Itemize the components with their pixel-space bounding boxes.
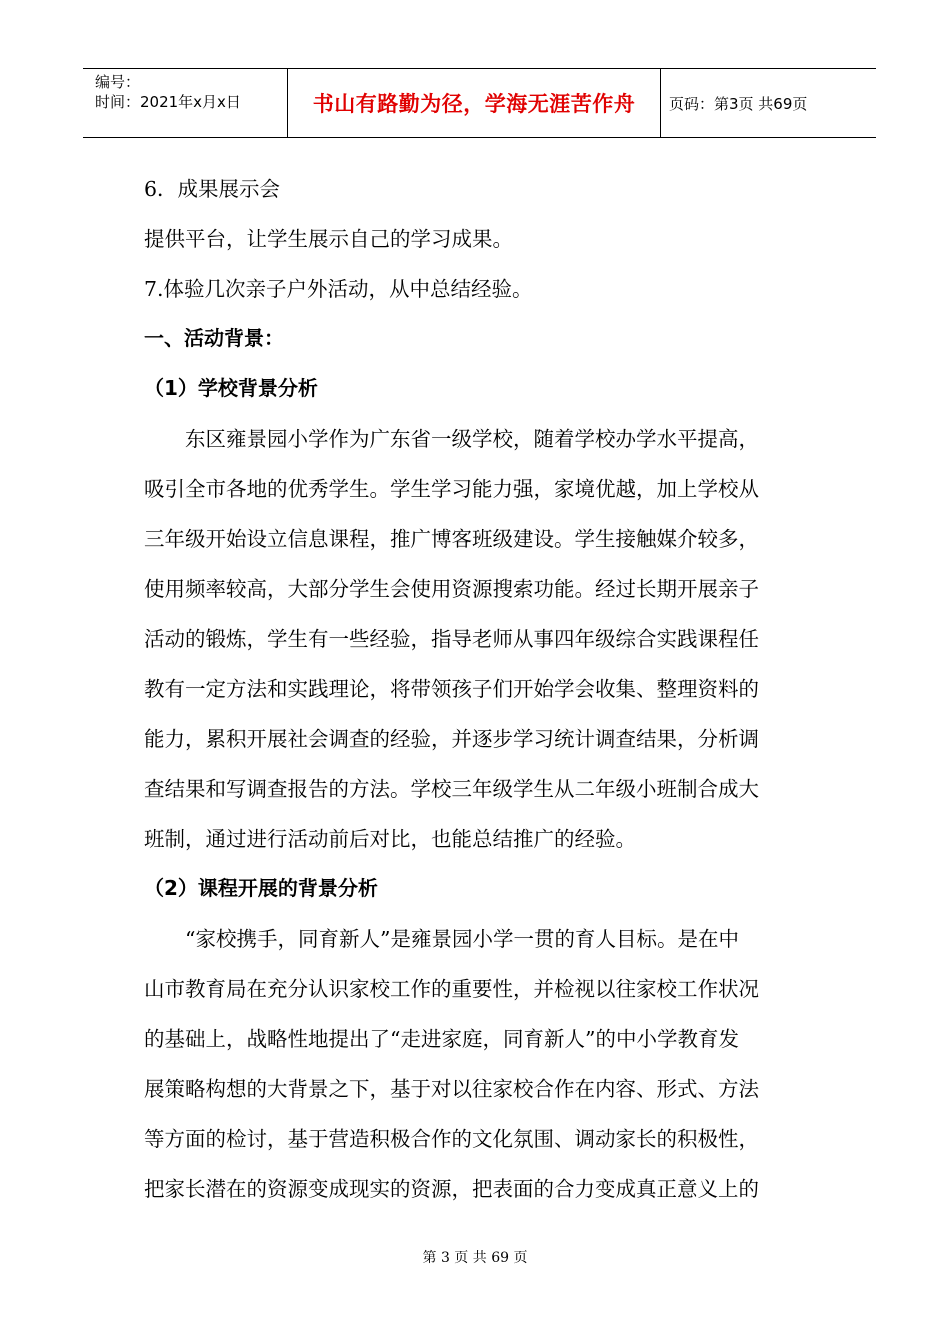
sub1-heading: （1）学校背景分析	[144, 376, 318, 400]
paragraph-line: 吸引全市各地的优秀学生。学生学习能力强，家境优越，加上学校从	[144, 477, 759, 501]
paragraph-line: 东区雍景园小学作为广东省一级学校，随着学校办学水平提高，	[144, 427, 759, 451]
section1-heading: 一、活动背景：	[144, 326, 284, 350]
page-header	[83, 68, 876, 138]
paragraph-line: 的基础上，战略性地提出了“走进家庭，同育新人”的中小学教育发	[144, 1027, 739, 1051]
item6-text: 提供平台，让学生展示自己的学习成果。	[144, 227, 513, 251]
paragraph-line: 把家长潜在的资源变成现实的资源，把表面的合力变成真正意义上的	[144, 1177, 759, 1201]
paragraph-line: 山市教育局在充分认识家校工作的重要性，并检视以往家校工作状况	[144, 977, 759, 1001]
page-info: 页码：第3页 共69页	[669, 94, 808, 113]
item7-text: 7.体验几次亲子户外活动，从中总结经验。	[144, 277, 533, 301]
header-left-cell	[83, 69, 288, 137]
paragraph-line: 能力，累积开展社会调查的经验，并逐步学习统计调查结果，分析调	[144, 727, 759, 751]
time-label: 时间：2021年x月x日	[95, 93, 241, 111]
paragraph-line: 三年级开始设立信息课程，推广博客班级建设。学生接触媒介较多，	[144, 527, 759, 551]
header-page-cell	[661, 69, 876, 137]
paragraph-line: 等方面的检讨，基于营造积极合作的文化氛围、调动家长的积极性，	[144, 1127, 759, 1151]
motto-text: 书山有路勤为径，学海无涯苦作舟	[312, 92, 636, 116]
paragraph-line: 查结果和写调查报告的方法。学校三年级学生从二年级小班制合成大	[144, 777, 759, 801]
header-motto-cell	[288, 69, 661, 137]
item6-title: 6．成果展示会	[144, 177, 281, 201]
number-label: 编号：	[95, 73, 141, 91]
paragraph-line: 活动的锻炼，学生有一些经验，指导老师从事四年级综合实践课程任	[144, 627, 759, 651]
page-footer: 第 3 页 共 69 页	[422, 1250, 528, 1266]
paragraph-line: “家校携手，同育新人”是雍景园小学一贯的育人目标。是在中	[144, 927, 739, 951]
paragraph-line: 使用频率较高，大部分学生会使用资源搜索功能。经过长期开展亲子	[144, 577, 759, 601]
paragraph-line: 教有一定方法和实践理论，将带领孩子们开始学会收集、整理资料的	[144, 677, 759, 701]
sub2-heading: （2）课程开展的背景分析	[144, 876, 378, 900]
paragraph-line: 班制，通过进行活动前后对比，也能总结推广的经验。	[144, 827, 636, 851]
paragraph-line: 展策略构想的大背景之下，基于对以往家校合作在内容、形式、方法	[144, 1077, 759, 1101]
